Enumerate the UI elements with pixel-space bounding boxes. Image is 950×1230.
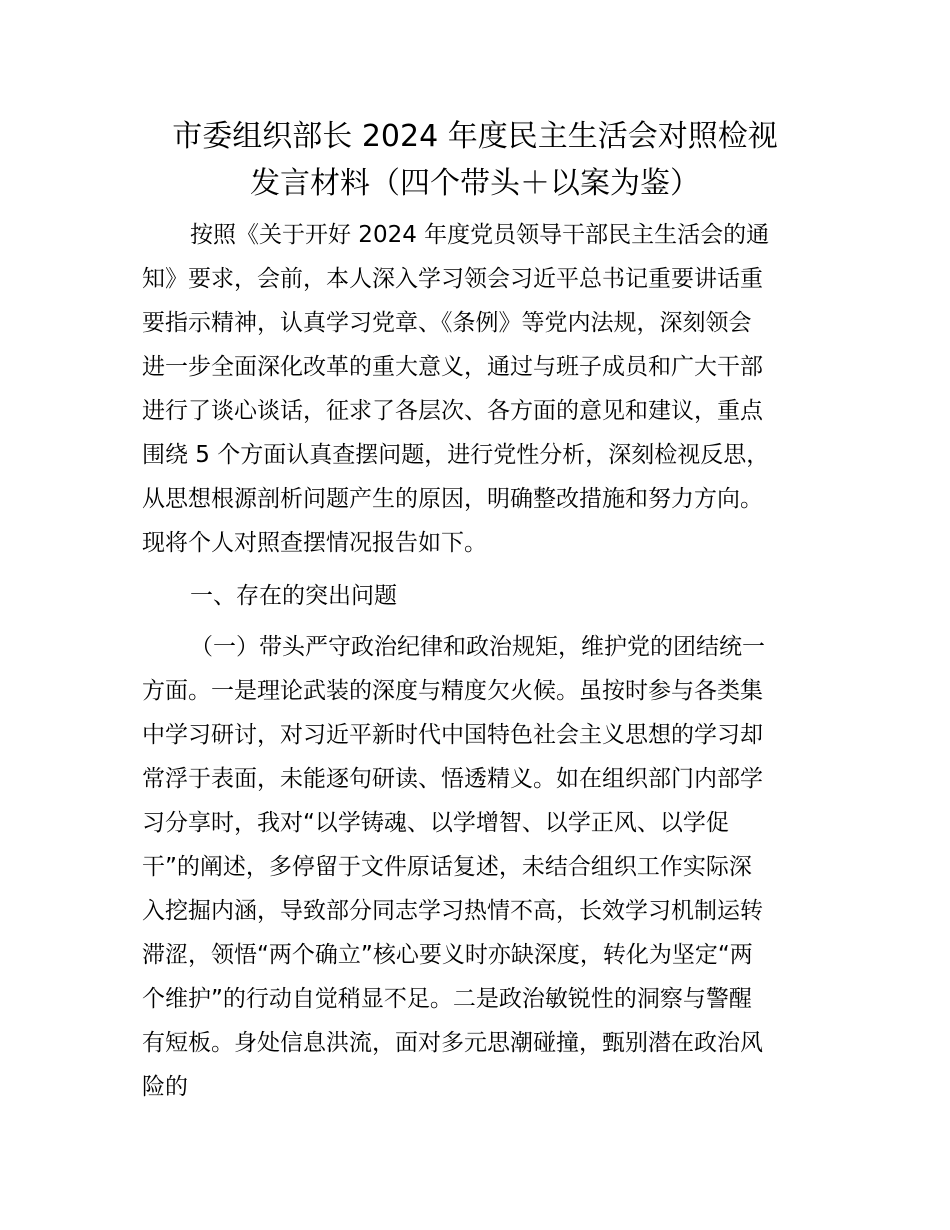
text-line: 知》要求，会前，本人深入学习领会习近平总书记重要讲话重: [142, 266, 763, 292]
section-heading: [142, 574, 842, 618]
text-line: 围绕 5 个方面认真查摆问题，进行党性分析，深刻检视反思，: [142, 442, 770, 468]
text-line: 滞涩，领悟“两个确立”核心要义时亦缺深度，转化为坚定“两: [142, 942, 753, 968]
intro-paragraph: [142, 213, 842, 565]
text-line: 中学习研讨，对习近平新时代中国特色社会主义思想的学习却: [142, 722, 763, 748]
text-line: 干”的阐述，多停留于文件原话复述，未结合组织工作实际深: [142, 854, 752, 880]
text-line: （一）带头严守政治纪律和政治规矩，维护党的团结统一: [190, 634, 765, 660]
heading-text: 一、存在的突出问题: [190, 583, 397, 609]
text-line: 要指示精神，认真学习党章、《条例》等党内法规，深刻领会: [142, 310, 752, 336]
section1-paragraph: [142, 625, 842, 1109]
text-line: 现将个人对照查摆情况报告如下。: [142, 530, 487, 556]
document-body: [142, 213, 842, 1109]
title-line: 发言材料（四个带头＋以案为鉴）: [250, 166, 700, 201]
text-line: 进一步全面深化改革的重大意义，通过与班子成员和广大干部: [142, 354, 763, 380]
text-line: 从思想根源剖析问题产生的原因，明确整改措施和努力方向。: [142, 486, 763, 512]
text-line: 个维护”的行动自觉稍显不足。二是政治敏锐性的洞察与警醒: [142, 986, 752, 1012]
text-line: 方面。一是理论武装的深度与精度欠火候。虽按时参与各类集: [142, 678, 763, 704]
document-title: [120, 113, 830, 207]
text-line: 有短板。身处信息洪流，面对多元思潮碰撞，甄别潜在政治风: [142, 1030, 763, 1056]
text-line: 按照《关于开好 2024 年度党员领导干部民主生活会的通: [190, 222, 770, 248]
text-line: 常浮于表面，未能逐句研读、悟透精义。如在组织部门内部学: [142, 766, 763, 792]
text-line: 入挖掘内涵，导致部分同志学习热情不高，长效学习机制运转: [142, 898, 763, 924]
text-line: 进行了谈心谈话，征求了各层次、各方面的意见和建议，重点: [142, 398, 763, 424]
text-line: 险的: [142, 1074, 188, 1100]
title-line: 市委组织部长 2024 年度民主生活会对照检视: [172, 119, 778, 154]
text-line: 习分享时，我对“以学铸魂、以学增智、以学正风、以学促: [142, 810, 729, 836]
